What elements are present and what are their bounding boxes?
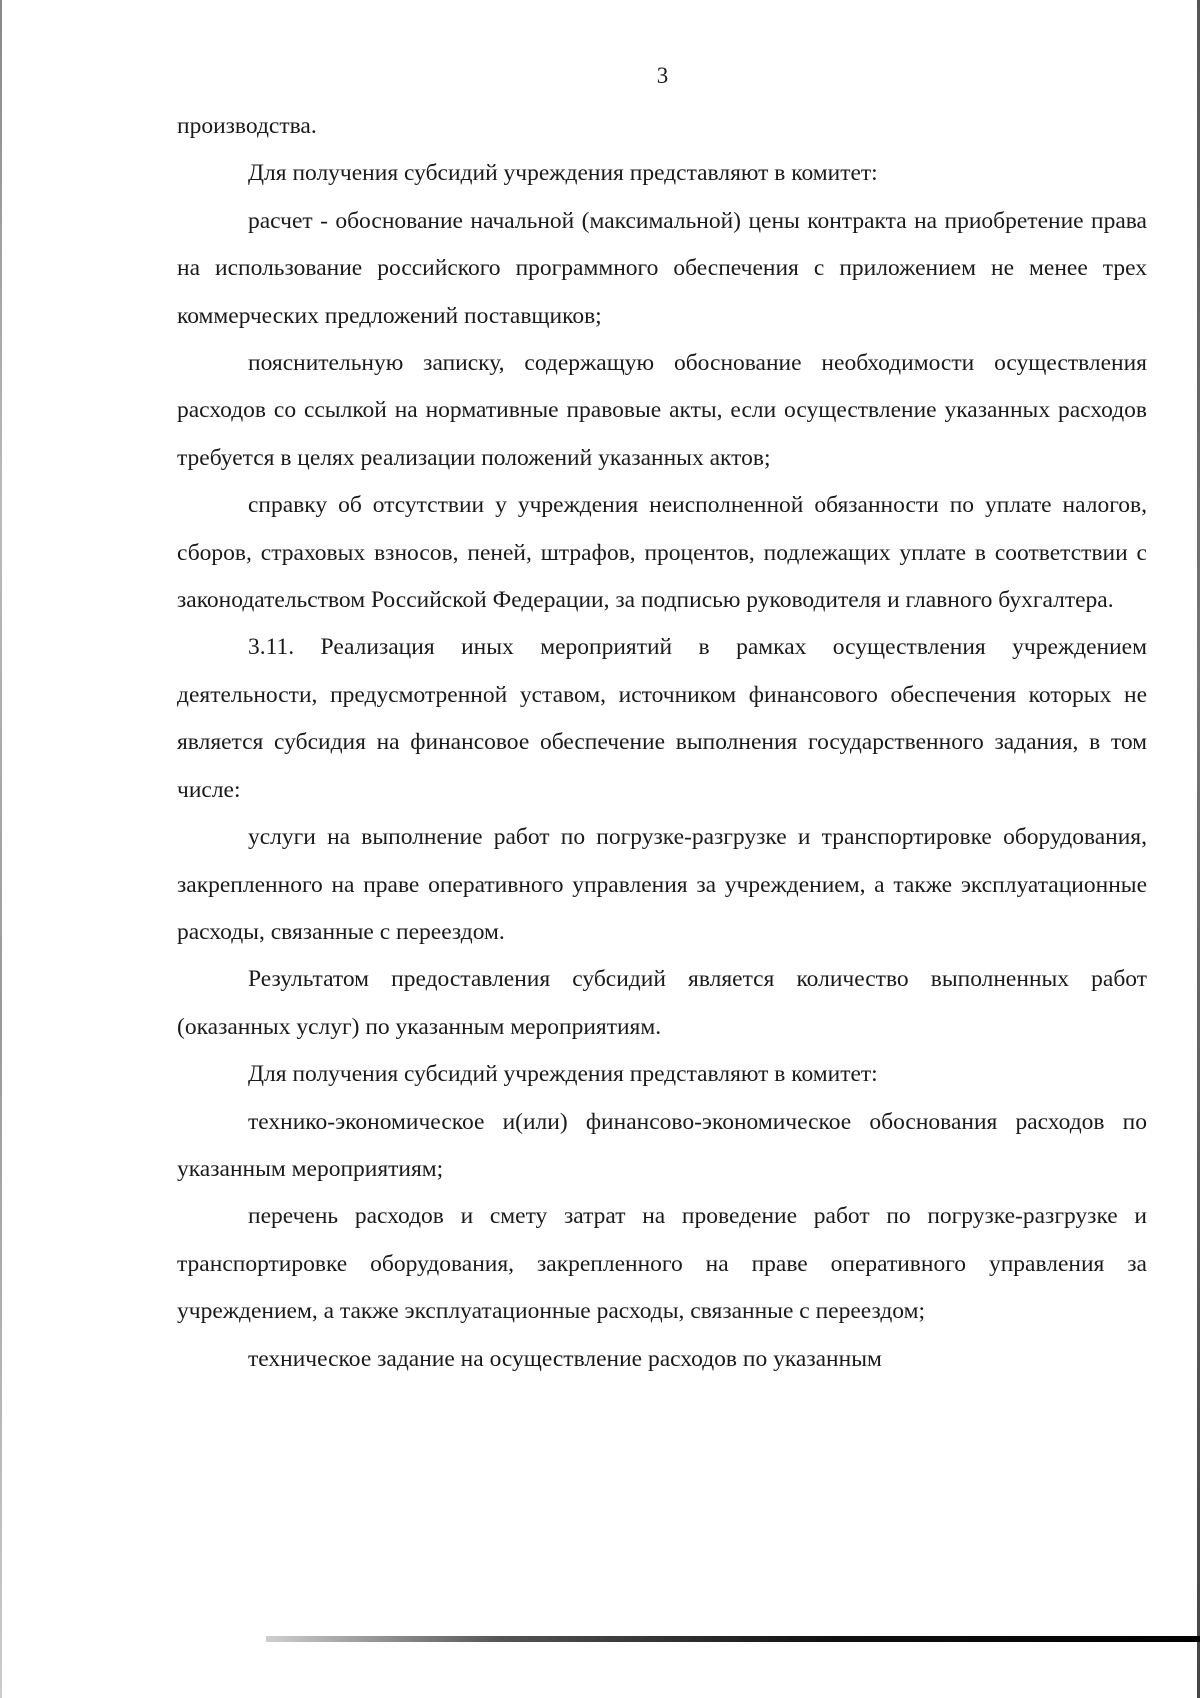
paragraph: Результатом предоставления субсидий является количество выполненных работ (оказанных услуг) по указанным мероприятиям. bbox=[177, 966, 1147, 1040]
paragraph: перечень расходов и смету затрат на проведение работ по погрузке-разгрузке и транспортировке оборудования, закрепленного на праве оперативного управления за учреждением, а также эксплуатационные расходы, связанные с переездом; bbox=[177, 1203, 1147, 1325]
paragraph: расчет - обоснование начальной (максимальной) цены контракта на приобретение права на использование российского программного обеспечения с приложением не менее трех коммерческих предложений поставщиков; bbox=[177, 207, 1147, 329]
paragraph: справку об отсутствии у учреждения неисполненной обязанности по уплате налогов, сборов, страховых взносов, пеней, штрафов, процентов, подлежащих уплате в соответствии с законодательством Российской Федерации, за подписью руководителя и главного бухгалтера. bbox=[177, 492, 1147, 614]
paragraph: пояснительную записку, содержащую обоснование необходимости осуществления расходов со ссылкой на нормативные правовые акты, если осуществление указанных расходов требуется в целях реализации положений указанных актов; bbox=[177, 350, 1147, 471]
paragraph: технико-экономическое и(или) финансово-экономическое обоснования расходов по указанным мероприятиям; bbox=[177, 1108, 1147, 1182]
paragraph: Для получения субсидий учреждения представляют в комитет: bbox=[248, 160, 878, 187]
paragraph: техническое задание на осуществление расходов по указанным bbox=[248, 1345, 882, 1372]
paragraph: услуги на выполнение работ по погрузке-разгрузке и транспортировке оборудования, закрепленного на праве оперативного управления за учреждением, а также эксплуатационные расходы, связанные с переездом. bbox=[177, 824, 1147, 945]
page-number: 3 bbox=[656, 63, 669, 88]
paragraph: Для получения субсидий учреждения представляют в комитет: bbox=[248, 1061, 878, 1088]
document-body bbox=[177, 103, 1147, 1383]
bottom-scan-rule bbox=[266, 1636, 1200, 1642]
paragraph: производства. bbox=[177, 113, 317, 139]
paragraph: 3.11. Реализация иных мероприятий в рамках осуществления учреждением деятельности, предусмотренной уставом, источником финансового обеспечения которых не является субсидия на финансовое обеспечение выполнения государственного задания, в том числе: bbox=[177, 634, 1147, 803]
scan-edge-left bbox=[0, 0, 2, 1698]
